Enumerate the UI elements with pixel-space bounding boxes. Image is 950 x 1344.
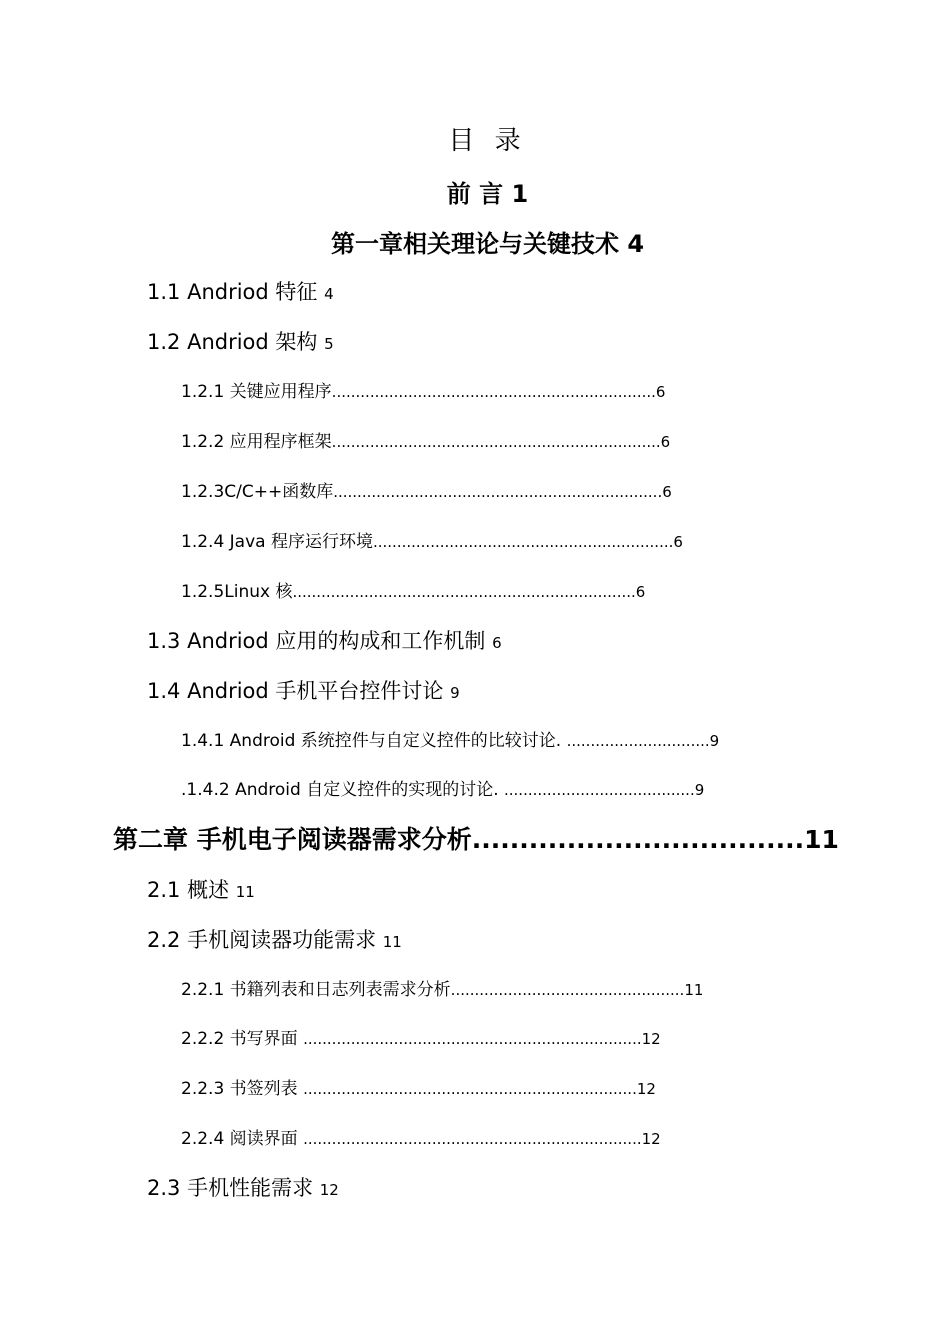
toc-leader-dots: .................................................	[450, 981, 685, 999]
toc-leader-dots: ....................................................................	[331, 383, 656, 401]
toc-leader-dots: ..............................	[566, 732, 710, 750]
toc-entry-2-2-4	[181, 1124, 661, 1149]
toc-page-number: 6	[673, 533, 683, 551]
toc-entry-text: 1.2.1 关键应用程序	[181, 382, 332, 402]
toc-entry-text: 2.3 手机性能需求	[147, 1176, 314, 1200]
toc-entry-text: 2.2.2 书写界面	[181, 1029, 304, 1049]
toc-page-number: 12	[641, 1030, 661, 1048]
toc-entry-text: 1.1 Andriod 特征	[147, 280, 318, 304]
toc-page-number: 4	[324, 285, 334, 303]
toc-entry-text: 1.4 Andriod 手机平台控件讨论	[147, 679, 444, 703]
toc-entry-1-2-5	[181, 577, 645, 602]
toc-leader-dots: ......................................................................	[303, 1080, 637, 1098]
toc-entry-1-4-2	[181, 775, 704, 800]
toc-title: 目 录	[448, 126, 527, 156]
toc-leader-dots: ........................................................................	[292, 583, 636, 601]
toc-entry-text: 1.2.3C/C++函数库	[181, 482, 334, 502]
toc-page-number: 6	[662, 483, 672, 501]
toc-entry-1-2-2	[181, 427, 670, 452]
toc-page-number: 11	[235, 883, 255, 901]
toc-page-number: 6	[655, 383, 666, 401]
toc-entry-text: 2.2.4 阅读界面	[181, 1129, 304, 1149]
toc-chapter-2	[113, 820, 839, 856]
toc-entry-1-3	[147, 625, 502, 655]
toc-page-number: 6	[660, 433, 671, 451]
toc-entry-1-2-3	[181, 477, 672, 502]
toc-page-number: 11	[804, 825, 839, 854]
toc-entry-2-2-2	[181, 1024, 661, 1049]
toc-entry-text: 2.2 手机阅读器功能需求	[147, 928, 377, 952]
toc-page-number: 11	[382, 933, 402, 951]
toc-entry-text: 2.2.3 书签列表	[181, 1079, 304, 1099]
toc-entry-1-2-4	[181, 527, 683, 552]
toc-entry-1-2	[147, 326, 334, 356]
toc-entry-1-1	[147, 276, 334, 306]
toc-entry-2-3	[147, 1172, 339, 1202]
toc-page-number: 6	[635, 583, 646, 601]
toc-page-number: 9	[709, 732, 720, 750]
toc-entry-2-2-1	[181, 975, 703, 1000]
toc-preface: 前 言 1	[446, 180, 529, 208]
toc-leader-dots: ...............................................................	[372, 533, 674, 551]
toc-page-number: 11	[684, 981, 704, 999]
toc-entry-text: 1.2 Andriod 架构	[147, 330, 318, 354]
toc-page-number: 12	[319, 1181, 339, 1199]
toc-entry-text: 1.2.2 应用程序框架	[181, 432, 332, 452]
toc-entry-text: 2.1 概述	[147, 878, 230, 902]
toc-leader-dots: .......................................................................	[303, 1030, 642, 1048]
toc-leader-dots: ........................................	[504, 781, 695, 799]
toc-entry-text: 1.4.1 Android 系统控件与自定义控件的比较讨论.	[181, 731, 567, 751]
toc-leader-dots: .....................................................................	[331, 433, 661, 451]
toc-leader-dots: .....................................................................	[333, 483, 663, 501]
toc-leader-dots: .......................................................................	[303, 1130, 642, 1148]
toc-entry-text: 第二章 手机电子阅读器需求分析	[113, 825, 472, 854]
toc-entry-2-2-3	[181, 1074, 656, 1099]
toc-entry-text: 1.3 Andriod 应用的构成和工作机制	[147, 629, 486, 653]
toc-entry-1-4-1	[181, 726, 719, 751]
toc-entry-text: .1.4.2 Android 自定义控件的实现的讨论.	[181, 780, 504, 800]
toc-page-number: 12	[636, 1080, 656, 1098]
toc-entry-1-4	[147, 675, 460, 705]
toc-leader-dots: ...................................	[471, 825, 805, 854]
toc-chapter-1: 第一章相关理论与关键技术 4	[330, 230, 645, 258]
toc-page-number: 9	[450, 684, 460, 702]
toc-page-number: 6	[492, 634, 502, 652]
toc-entry-text: 2.2.1 书籍列表和日志列表需求分析	[181, 980, 451, 1000]
toc-entry-text: 1.2.5Linux 核	[181, 582, 293, 602]
toc-page-number: 9	[694, 781, 705, 799]
toc-page-number: 5	[324, 335, 334, 353]
toc-entry-text: 1.2.4 Java 程序运行环境	[181, 532, 373, 552]
toc-entry-2-1	[147, 874, 255, 904]
toc-entry-1-2-1	[181, 377, 665, 402]
toc-entry-2-2	[147, 924, 402, 954]
toc-page-number: 12	[641, 1130, 661, 1148]
